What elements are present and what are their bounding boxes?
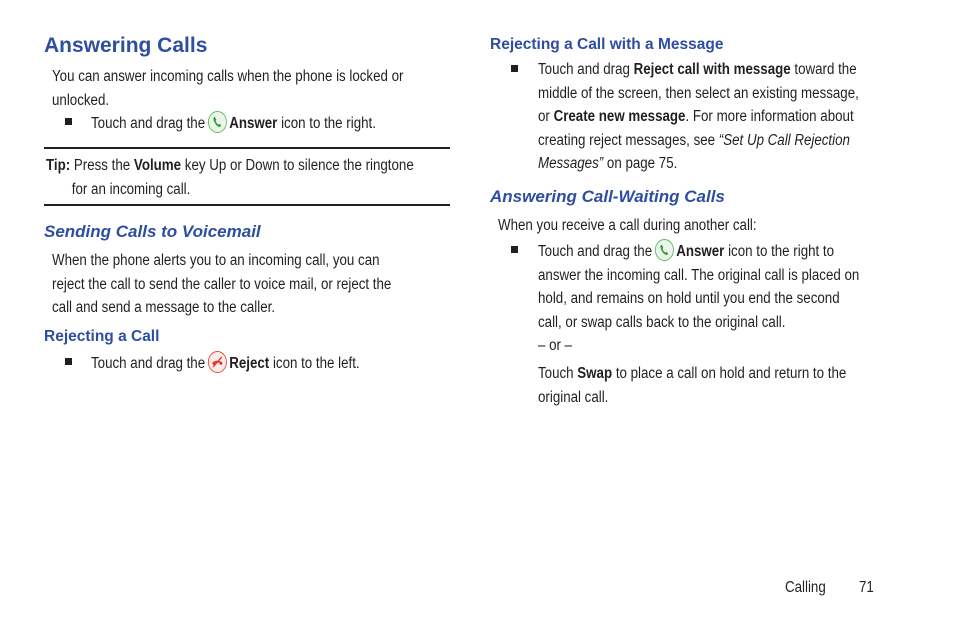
bullet-marker [65,118,72,125]
bullet-marker [511,65,518,72]
footer-section: Calling [785,579,826,596]
voicemail-heading: Sending Calls to Voicemail [44,222,261,241]
page-number: 71 [859,579,874,596]
tip-top-rule [44,147,450,149]
phone-answer-icon [655,239,674,261]
page-title: Answering Calls [44,34,208,57]
or-separator: – or – [538,337,573,354]
intro-line: unlocked. [52,91,110,109]
call-waiting-intro: When you receive a call during another call: [498,217,757,234]
voicemail-text: When the phone alerts you to an incoming call, you can reject the call to send the caller to voice mail, or reject the call and send a message to the caller. [52,252,392,316]
reject-bullet: Touch and drag the Reject icon to the left. [91,351,360,376]
swap-text: Touch Swap to place a call on hold and return to the original call. [538,365,847,406]
intro-line: You can answer incoming calls when the phone is locked or [52,68,404,85]
tip-bottom-rule [44,204,450,206]
answer-bullet: Touch and drag the Answer icon to the right. [91,111,376,136]
call-waiting-text: Touch and drag the Answer icon to the right to answer the incoming call. The original call is placed on hold, and remains on hold until you end the second call, or swap calls back to the original call. [538,239,859,334]
bullet-marker [511,246,518,253]
call-waiting-heading: Answering Call-Waiting Calls [490,187,725,206]
reject-message-text: Touch and drag Reject call with message toward the middle of the screen, then select an existing message, or Create new message. For more information about creating reject messages, see “Set Up Call Rejection Messages” on page 75. [538,61,859,172]
intro-text [52,65,403,112]
phone-answer-icon [208,111,227,133]
reject-message-heading: Rejecting a Call with a Message [490,36,724,53]
tip-line: Tip: Press the Volume key Up or Down to silence the ringtone [46,157,414,174]
phone-reject-icon [208,351,227,373]
bullet-marker [65,358,72,365]
tip-line: for an incoming call. [71,180,191,198]
reject-heading: Rejecting a Call [44,328,160,345]
tip-box [46,154,414,201]
